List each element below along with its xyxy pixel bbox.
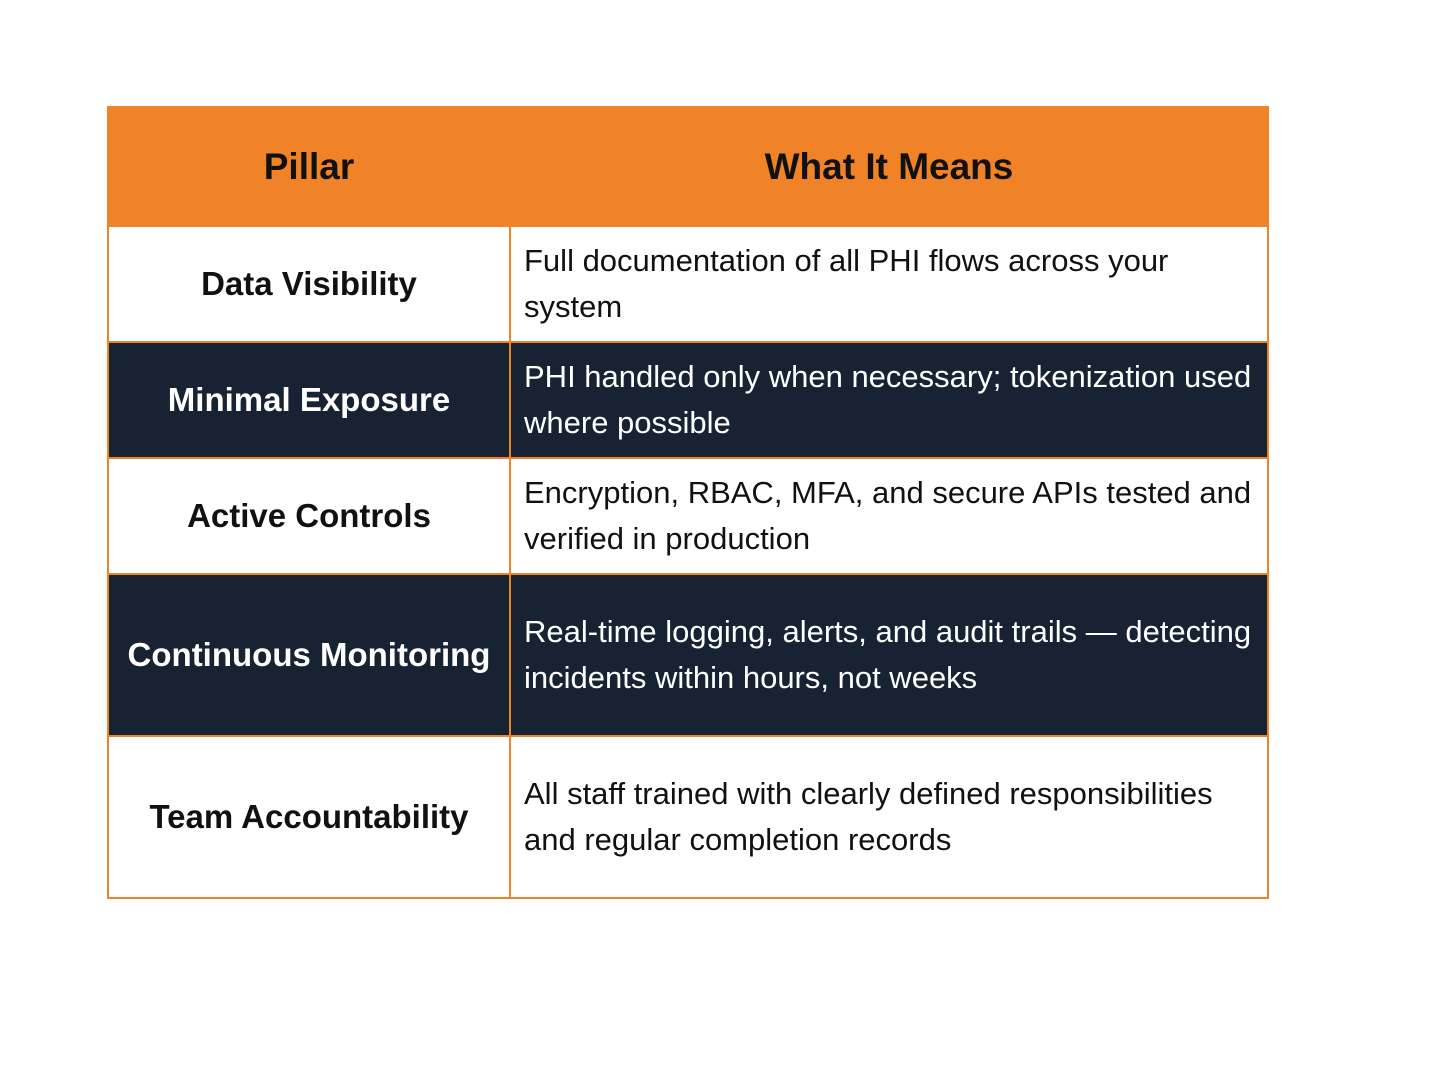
meaning-cell: All staff trained with clearly defined responsibilities and regular completion records [511, 737, 1267, 897]
table-row [109, 573, 1267, 735]
table-header-row [109, 108, 1267, 225]
meaning-cell: Real-time logging, alerts, and audit trails — detecting incidents within hours, not weeks [511, 575, 1267, 735]
pillar-cell: Data Visibility [109, 227, 511, 341]
column-header-meaning: What It Means [511, 108, 1267, 225]
pillar-cell: Team Accountability [109, 737, 511, 897]
meaning-cell: Encryption, RBAC, MFA, and secure APIs tested and verified in production [511, 459, 1267, 573]
table-row [109, 225, 1267, 341]
pillar-cell: Continuous Monitoring [109, 575, 511, 735]
column-header-pillar: Pillar [109, 108, 511, 225]
meaning-cell: PHI handled only when necessary; tokenization used where possible [511, 343, 1267, 457]
table-row [109, 341, 1267, 457]
table-row [109, 735, 1267, 897]
meaning-cell: Full documentation of all PHI flows across your system [511, 227, 1267, 341]
pillar-cell: Active Controls [109, 459, 511, 573]
table-row [109, 457, 1267, 573]
pillars-table [107, 106, 1269, 899]
pillar-cell: Minimal Exposure [109, 343, 511, 457]
